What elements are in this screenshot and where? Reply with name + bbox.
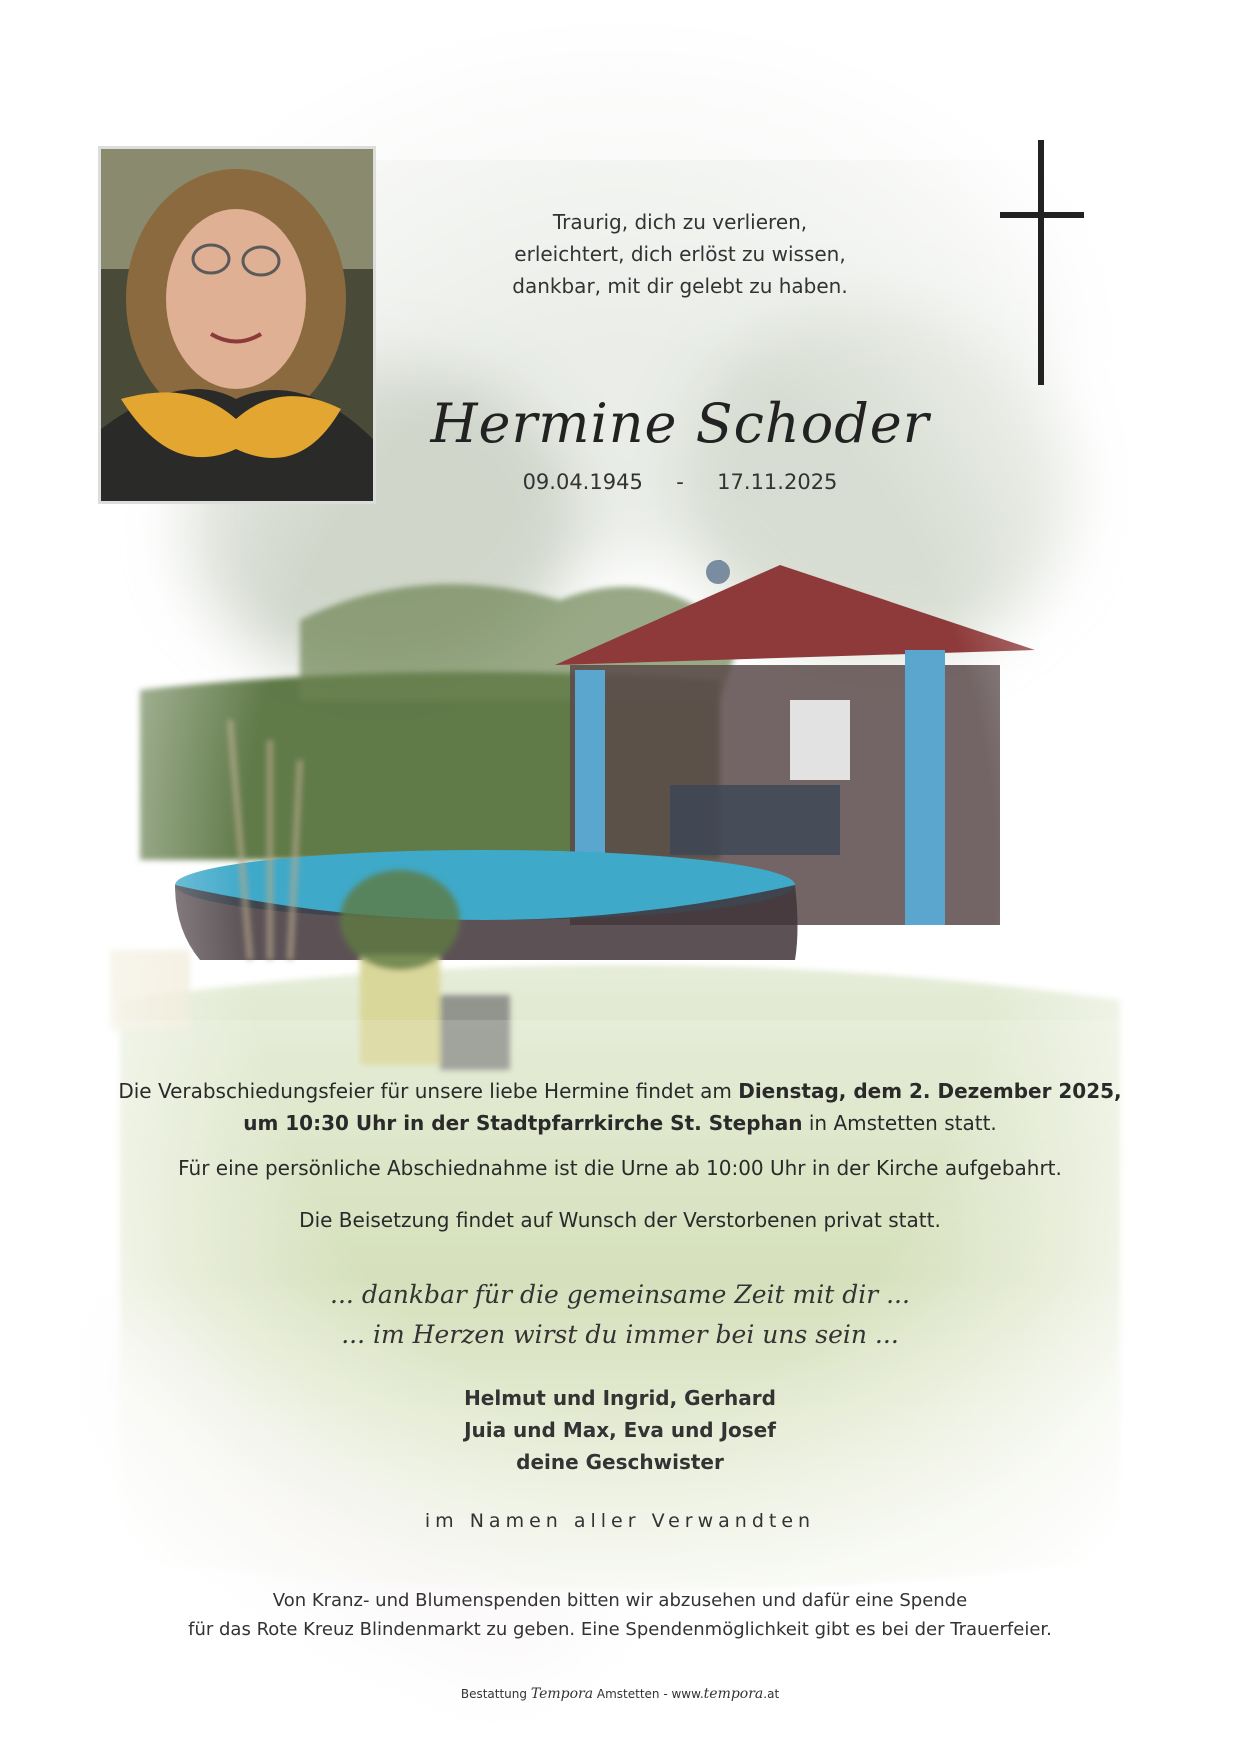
- life-dates: [520, 470, 840, 494]
- funeral-home-footer: [300, 1686, 940, 1702]
- donation-note: [120, 1586, 1120, 1644]
- quote-line-1: ... dankbar für die gemeinsame Zeit mit dir ...: [330, 1280, 910, 1309]
- footer-middle: Amstetten - www.: [593, 1687, 704, 1701]
- mourners-line-3: deine Geschwister: [516, 1450, 724, 1474]
- ceremony-announcement: [90, 1075, 1150, 1139]
- mourners-line-2: Juia und Max, Eva und Josef: [464, 1418, 776, 1442]
- portrait-image: [101, 149, 373, 501]
- poem-line-1: Traurig, dich zu verlieren,: [552, 210, 808, 234]
- mourners-line-1: Helmut und Ingrid, Gerhard: [464, 1386, 776, 1410]
- footer-brand-url: tempora: [703, 1686, 764, 1702]
- poem: [430, 206, 930, 302]
- donation-line-1: Von Kranz- und Blumenspenden bitten wir abzusehen und dafür eine Spende: [272, 1590, 968, 1611]
- death-date: 17.11.2025: [717, 470, 838, 494]
- ceremony-line-2-end: in Amstetten statt.: [802, 1111, 997, 1135]
- ceremony-date: Dienstag, dem 2. Dezember 2025,: [738, 1079, 1122, 1103]
- viewing-note: Für eine persönliche Abschiednahme ist die Urne ab 10:00 Uhr in der Kirche aufgebahrt.: [178, 1156, 1062, 1180]
- birth-date: 09.04.1945: [522, 470, 643, 494]
- deceased-name: Hermine Schoder: [430, 392, 930, 455]
- footer-suffix: .at: [763, 1687, 780, 1701]
- quote-line-2: ... im Herzen wirst du immer bei uns sein ...: [341, 1320, 899, 1349]
- footer-prefix: Bestattung: [460, 1687, 531, 1701]
- portrait-photo: [98, 146, 376, 504]
- relatives-note: im Namen aller Verwandten: [424, 1510, 816, 1532]
- ceremony-line-1: [90, 1075, 1150, 1107]
- footer-brand-logo: Tempora: [530, 1686, 594, 1702]
- poem-line-2: erleichtert, dich erlöst zu wissen,: [514, 242, 846, 266]
- cross-icon: [1000, 140, 1084, 385]
- ceremony-line-1-start: Die Verabschiedungsfeier für unsere liebe Hermine findet am: [118, 1079, 739, 1103]
- date-separator: -: [676, 470, 684, 494]
- burial-note: Die Beisetzung findet auf Wunsch der Verstorbenen privat statt.: [299, 1208, 941, 1232]
- ceremony-time-place: um 10:30 Uhr in der Stadtpfarrkirche St. Stephan: [243, 1111, 803, 1135]
- poem-line-3: dankbar, mit dir gelebt zu haben.: [512, 274, 848, 298]
- ceremony-line-2: [90, 1107, 1150, 1139]
- donation-line-2: für das Rote Kreuz Blindenmarkt zu geben. Eine Spendenmöglichkeit gibt es bei der Trauerfeier.: [188, 1619, 1052, 1640]
- mourners: [340, 1382, 900, 1478]
